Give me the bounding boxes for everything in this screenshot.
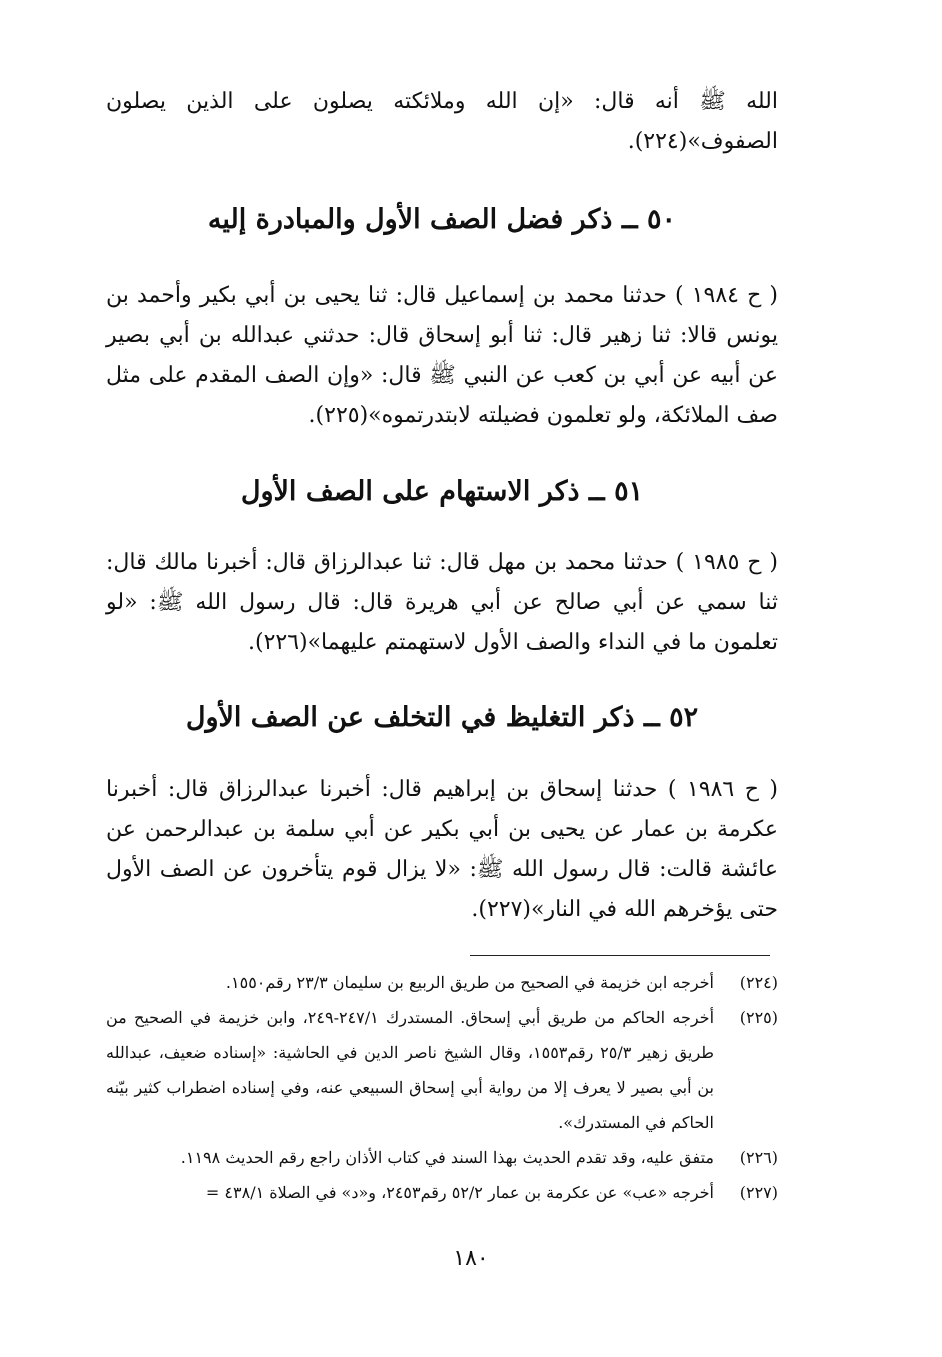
footnote-number: (٢٢٥) xyxy=(739,1008,778,1027)
paragraph-continuation: الله ﷺ أنه قال: «إن الله وملائكته يصلون على الذين يصلون الصفوف»(٢٢٤). xyxy=(106,89,778,154)
footnote-number: (٢٢٧) xyxy=(739,1183,778,1202)
footnote-226 xyxy=(106,1140,778,1175)
footnotes xyxy=(106,965,778,1210)
footnote-number: (٢٢٦) xyxy=(739,1148,778,1167)
footnote-225 xyxy=(106,1000,778,1140)
section-heading-50: ٥٠ ــ ذكر فضل الصف الأول والمبادرة إليه xyxy=(207,204,677,235)
footnote-text: متفق عليه، وقد تقدم الحديث بهذا السند في كتاب الأذان راجع رقم الحديث ١١٩٨. xyxy=(180,1148,714,1167)
footnote-text: أخرجه «عب» عن عكرمة بن عمار ٥٢/٢ رقم٢٤٥٣، و«د» في الصلاة ٤٣٨/١ = xyxy=(205,1183,714,1202)
footnote-text: أخرجه ابن خزيمة في الصحيح من طريق الربيع بن سليمان ٢٣/٣ رقم١٥٥٠. xyxy=(225,973,714,992)
hadith-1984-text: ( ح ١٩٨٤ ) حدثنا محمد بن إسماعيل قال: ثنا يحيى بن أبي بكير وأحمد بن يونس قالا: ثنا زهير قال: ثنا أبو إسحاق قال: حدثني عبدالله بن أبي بصير عن أبيه عن أبي بن كعب عن النبي ﷺ قال: «وإن الصف المقدم على مثل صف الملائكة، ولو تعلمون فضيلته لابتدرتموه»(٢٢٥). xyxy=(106,283,779,428)
footnote-227 xyxy=(106,1175,778,1210)
footnote-224 xyxy=(106,965,778,1000)
section-heading-51: ٥١ ــ ذكر الاستهام على الصف الأول xyxy=(240,476,644,507)
page-number: ١٨٠ xyxy=(453,1246,489,1271)
hadith-1985-text: ( ح ١٩٨٥ ) حدثنا محمد بن مهل قال: ثنا عبدالرزاق قال: أخبرنا مالك قال: ثنا سمي عن أبي صالح عن أبي هريرة قال: قال رسول الله ﷺ: «لو تعلمون ما في النداء والصف الأول لاستهمتم عليهما»(٢٢٦). xyxy=(106,550,778,655)
footnote-text: أخرجه الحاكم من طريق أبي إسحاق. المستدرك ٢٤٧/١-٢٤٩، وابن خزيمة في الصحيح من طريق زهير ٢٥/٣ رقم١٥٥٣، وقال الشيخ ناصر الدين في الحاشية: «إسناده ضعيف، عبدالله بن أبي بصير لا يعرف إلا من رواية أبي إسحاق السبيعي عنه، وفي إسناده اضطراب كثير بيّنه الحاكم في المستدرك». xyxy=(106,1008,715,1132)
section-heading-52: ٥٢ ــ ذكر التغليظ في التخلف عن الصف الأول xyxy=(185,702,699,733)
footnote-number: (٢٢٤) xyxy=(739,973,778,992)
footnote-separator xyxy=(470,955,770,956)
hadith-1986-text: ( ح ١٩٨٦ ) حدثنا إسحاق بن إبراهيم قال: أخبرنا عبدالرزاق قال: أخبرنا عكرمة بن عمار عن يحيى بن أبي بكير عن أبي سلمة بن عبدالرحمن عن عائشة قالت: قال رسول الله ﷺ: «لا يزال قوم يتأخرون عن الصف الأول حتى يؤخرهم الله في النار»(٢٢٧). xyxy=(106,777,778,922)
